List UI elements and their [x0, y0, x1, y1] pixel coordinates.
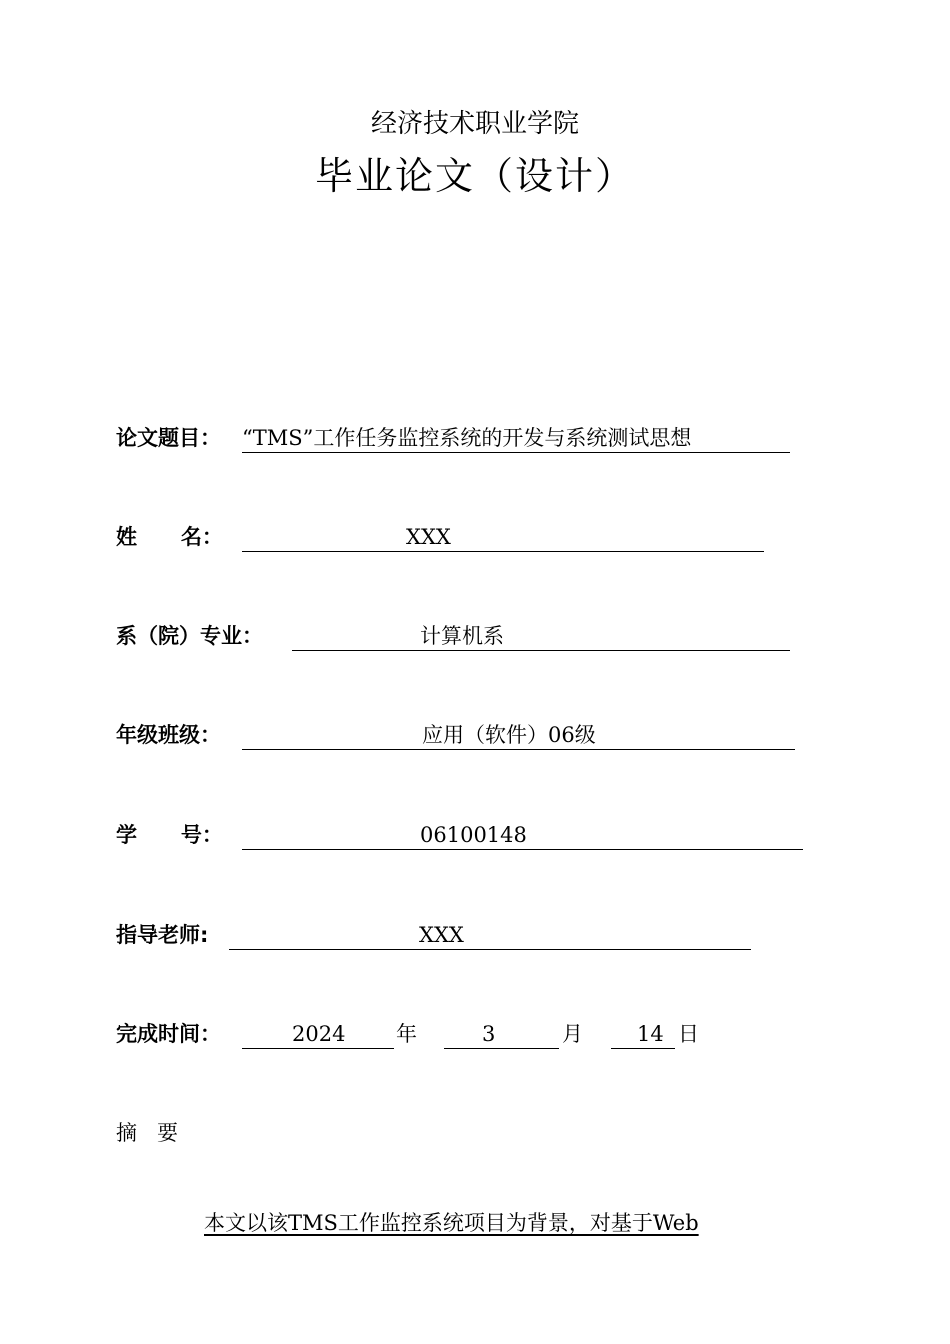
day-unit: 日 — [678, 1022, 699, 1046]
student-id-row — [116, 818, 816, 852]
thesis-title-row — [116, 421, 816, 455]
student-id-label: 学 号： — [116, 823, 223, 847]
name-value: XXX — [406, 525, 451, 549]
department-row — [116, 619, 806, 653]
advisor-value: XXX — [419, 923, 464, 947]
document-title: 毕业论文（设计） — [314, 154, 635, 198]
grade-class-label: 年级班级： — [116, 723, 221, 747]
grade-class-value: 应用（软件）06级 — [422, 723, 596, 747]
institution-name: 经济技术职业学院 — [370, 109, 579, 139]
department-value: 计算机系 — [420, 624, 504, 648]
abstract-first-line: 本文以该TMS工作监控系统项目为背景，对基于Web — [204, 1211, 699, 1235]
student-id-field — [242, 818, 803, 850]
completion-year-field — [242, 1017, 394, 1049]
thesis-title-value: “TMS”工作任务监控系统的开发与系统测试思想 — [242, 426, 692, 450]
advisor-field — [229, 918, 751, 950]
advisor-row — [116, 918, 776, 952]
name-field — [242, 520, 764, 552]
completion-date-label: 完成时间： — [116, 1022, 221, 1046]
year-unit: 年 — [396, 1022, 417, 1046]
department-field — [292, 619, 790, 651]
month-unit: 月 — [562, 1022, 583, 1046]
completion-month-value: 3 — [482, 1022, 496, 1046]
completion-day-field — [611, 1017, 675, 1049]
grade-class-field — [242, 718, 795, 750]
thesis-title-field — [242, 421, 790, 453]
name-row — [116, 520, 776, 554]
thesis-title-label: 论文题目： — [116, 426, 221, 450]
name-label: 姓 名： — [116, 525, 223, 549]
completion-month-field — [444, 1017, 559, 1049]
completion-date-row — [116, 1017, 736, 1051]
student-id-value: 06100148 — [420, 823, 527, 847]
abstract-heading: 摘要 — [116, 1121, 198, 1145]
grade-class-row — [116, 718, 806, 752]
completion-year-value: 2024 — [292, 1022, 346, 1046]
completion-day-value: 14 — [637, 1022, 664, 1046]
department-label: 系（院）专业： — [116, 624, 263, 648]
advisor-label: 指导老师: — [116, 923, 209, 947]
